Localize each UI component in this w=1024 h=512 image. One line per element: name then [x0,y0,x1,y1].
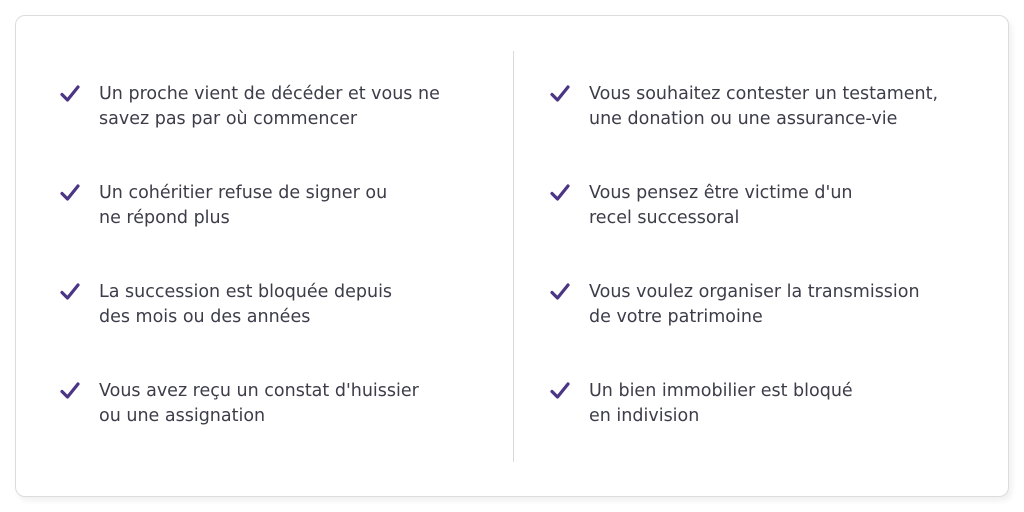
check-icon [550,282,570,302]
item-line: Vous avez reçu un constat d'huissier [99,381,419,401]
list-item [550,379,970,478]
item-line: Un proche vient de décéder et vous ne [99,84,440,104]
item-line: recel successoral [589,208,740,228]
check-icon [550,381,570,401]
item-text [589,82,938,132]
item-text [99,379,419,429]
check-icon [60,183,80,203]
list-item [60,280,480,379]
item-line: Vous souhaitez contester un testament, [589,84,939,104]
list-item [550,82,970,181]
check-icon [60,381,80,401]
list-item [550,181,970,280]
item-line: Vous voulez organiser la transmission [589,282,920,302]
item-text [589,280,920,330]
list-item [60,181,480,280]
item-line: ou une assignation [99,406,266,426]
check-icon [60,282,80,302]
item-line: en indivision [589,406,700,426]
item-text [99,82,440,132]
situations-card [15,15,1009,497]
check-icon [550,183,570,203]
left-column [60,82,480,478]
item-line: une donation ou une assurance-vie [589,109,898,129]
check-icon [60,84,80,104]
item-line: Vous pensez être victime d'un [589,183,853,203]
check-icon [550,84,570,104]
item-text [589,379,853,429]
item-line: Un bien immobilier est bloqué [589,381,853,401]
item-line: Un cohéritier refuse de signer ou [99,183,388,203]
item-line: ne répond plus [99,208,230,228]
item-line: savez pas par où commencer [99,109,358,129]
right-column [550,82,970,478]
item-line: La succession est bloquée depuis [99,282,393,302]
column-divider [513,51,514,462]
item-line: de votre patrimoine [589,307,763,327]
list-item [60,82,480,181]
item-text [589,181,853,231]
item-text [99,280,392,330]
item-line: des mois ou des années [99,307,311,327]
item-text [99,181,387,231]
list-item [60,379,480,478]
list-item [550,280,970,379]
